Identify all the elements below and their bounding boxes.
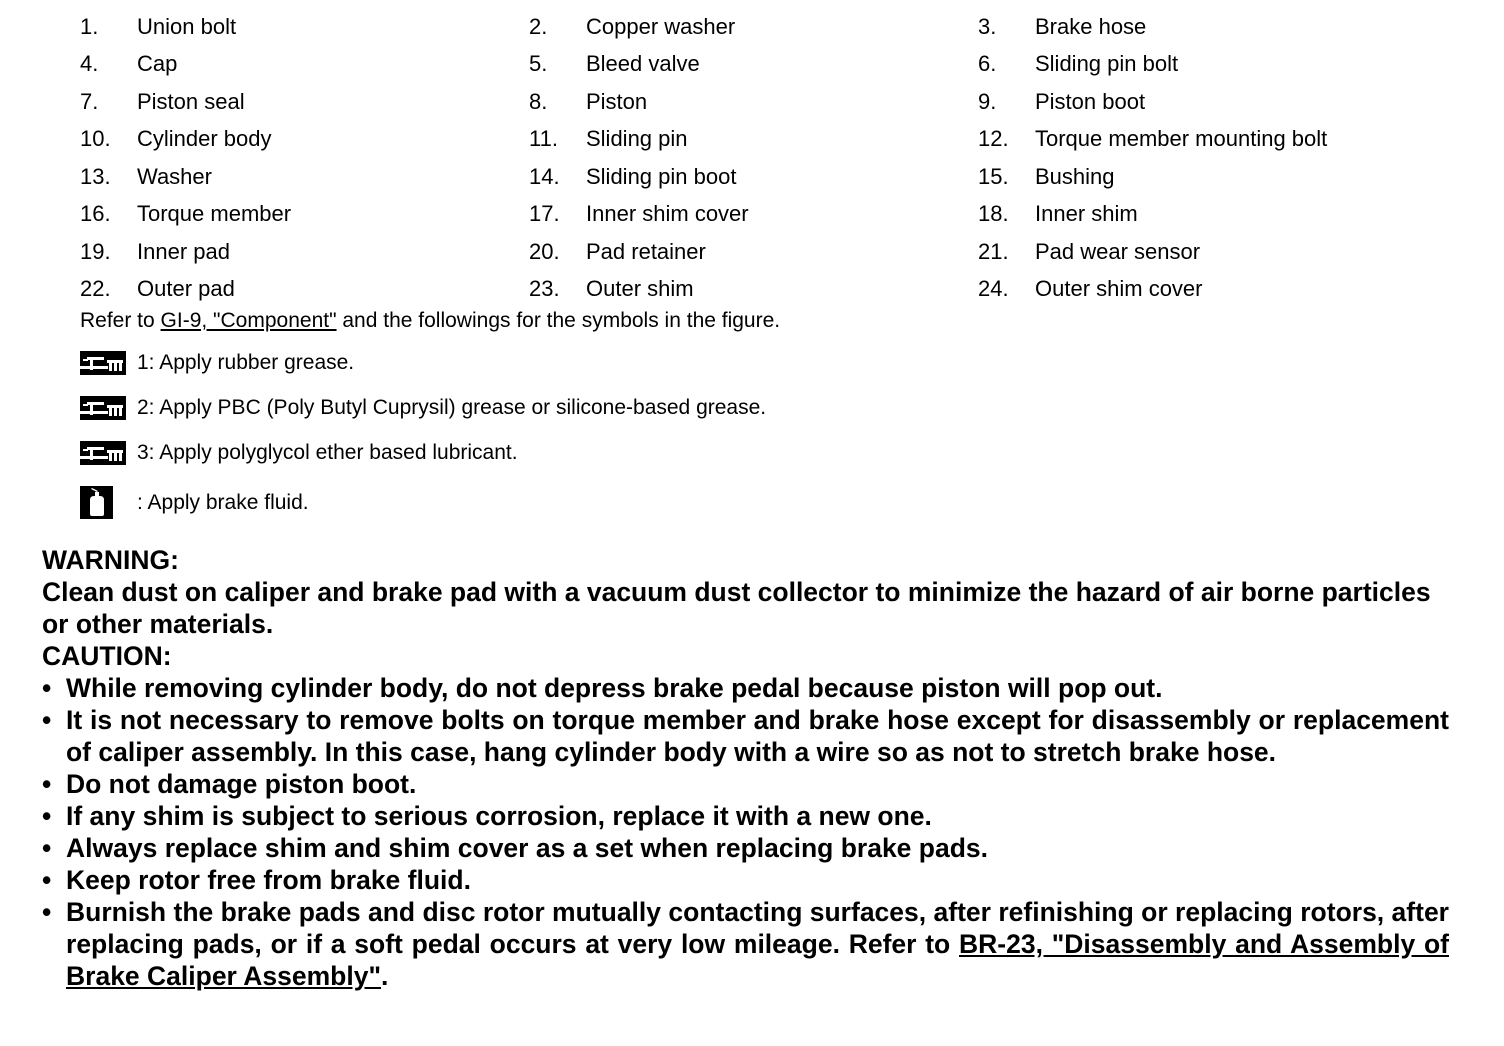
grease-gun-icon bbox=[80, 351, 126, 375]
symbol-row-brake-fluid bbox=[80, 486, 309, 519]
part-number: 24. bbox=[978, 276, 1009, 302]
part-number: 23. bbox=[529, 276, 560, 302]
caution-heading: CAUTION: bbox=[42, 641, 172, 671]
part-number: 17. bbox=[529, 201, 560, 227]
part-item bbox=[529, 276, 978, 302]
part-item bbox=[978, 51, 1438, 77]
caution-item-end: . bbox=[381, 961, 389, 991]
caution-item bbox=[42, 672, 1449, 704]
part-item bbox=[529, 201, 978, 227]
parts-row bbox=[80, 271, 1500, 309]
part-name: Outer shim cover bbox=[1035, 276, 1203, 302]
parts-list bbox=[80, 8, 1500, 308]
part-item bbox=[529, 239, 978, 265]
caution-item bbox=[42, 800, 1449, 832]
part-name: Piston boot bbox=[1035, 88, 1146, 114]
caution-item-text: Always replace shim and shim cover as a set when replacing brake pads. bbox=[66, 833, 989, 863]
part-number: 18. bbox=[978, 201, 1009, 227]
caution-item-text: Do not damage piston boot. bbox=[66, 769, 417, 799]
part-number: 14. bbox=[529, 163, 560, 189]
part-item bbox=[978, 239, 1438, 265]
grease-gun-icon bbox=[80, 396, 126, 420]
caution-item bbox=[42, 864, 1449, 896]
bullet: • bbox=[42, 673, 52, 703]
part-item bbox=[80, 276, 529, 302]
part-name: Torque member mounting bolt bbox=[1035, 126, 1328, 152]
notes-section bbox=[42, 544, 1449, 992]
part-name: Pad wear sensor bbox=[1035, 238, 1201, 264]
part-item bbox=[529, 126, 978, 152]
caution-item-text: It is not necessary to remove bolts on torque member and brake hose except for disassembly or replacement of caliper assembly. In this case, hang cylinder body with a wire so as not to stretch brake hose. bbox=[66, 705, 1449, 767]
part-number: 8. bbox=[529, 88, 548, 114]
symbol-row-rubber-grease bbox=[80, 351, 354, 375]
part-number: 1. bbox=[80, 13, 99, 39]
parts-row bbox=[80, 46, 1500, 84]
part-name: Brake hose bbox=[1035, 13, 1147, 39]
warning-heading: WARNING: bbox=[42, 545, 179, 575]
part-number: 13. bbox=[80, 163, 111, 189]
part-name: Cylinder body bbox=[137, 126, 272, 152]
part-name: Outer pad bbox=[137, 276, 235, 302]
caution-item bbox=[42, 896, 1449, 992]
caution-item-text: Keep rotor free from brake fluid. bbox=[66, 865, 471, 895]
part-name: Sliding pin bolt bbox=[1035, 51, 1179, 77]
part-number: 10. bbox=[80, 126, 111, 152]
refer-note bbox=[80, 309, 780, 333]
bullet: • bbox=[42, 865, 52, 895]
part-name: Torque member bbox=[137, 201, 292, 227]
part-number: 22. bbox=[80, 276, 111, 302]
br-23-caliper-link[interactable]: BR-23, "Disassembly and Assembly of Brake Caliper Assembly" bbox=[66, 929, 1449, 991]
part-item bbox=[80, 164, 529, 190]
part-item bbox=[80, 89, 529, 115]
part-item bbox=[529, 14, 978, 40]
brake-fluid-bottle-icon bbox=[80, 486, 113, 519]
part-name: Outer shim bbox=[586, 276, 694, 302]
part-name: Copper washer bbox=[586, 13, 736, 39]
part-name: Washer bbox=[137, 163, 212, 189]
caution-item-text: Burnish the brake pads and disc rotor mutually contacting surfaces, after refinishing or replacing rotors, after replacing pads, or if a soft pedal occurs at very low mileage. Refer to bbox=[66, 897, 1449, 959]
parts-row bbox=[80, 121, 1500, 159]
caution-item-text: If any shim is subject to serious corrosion, replace it with a new one. bbox=[66, 801, 932, 831]
part-number: 16. bbox=[80, 201, 111, 227]
bullet: • bbox=[42, 833, 52, 863]
gi-9-component-link[interactable]: GI-9, "Component" bbox=[160, 309, 337, 332]
part-item bbox=[80, 14, 529, 40]
part-number: 11. bbox=[529, 126, 558, 152]
part-number: 20. bbox=[529, 238, 560, 264]
part-number: 21. bbox=[978, 238, 1009, 264]
parts-row bbox=[80, 196, 1500, 234]
part-number: 2. bbox=[529, 13, 548, 39]
warning-text: Clean dust on caliper and brake pad with a vacuum dust collector to minimize the hazard of air borne particles or other materials. bbox=[42, 577, 1431, 639]
caution-list bbox=[42, 672, 1449, 992]
part-item bbox=[529, 89, 978, 115]
symbol-row-pbc-grease bbox=[80, 396, 766, 420]
part-item bbox=[529, 164, 978, 190]
part-name: Sliding pin bbox=[586, 126, 688, 152]
bullet: • bbox=[42, 801, 52, 831]
part-name: Bushing bbox=[1035, 163, 1115, 189]
part-item bbox=[80, 51, 529, 77]
part-name: Pad retainer bbox=[586, 238, 706, 264]
part-name: Union bolt bbox=[137, 13, 237, 39]
part-number: 7. bbox=[80, 88, 99, 114]
part-item bbox=[80, 239, 529, 265]
part-name: Piston bbox=[586, 88, 648, 114]
part-number: 19. bbox=[80, 238, 111, 264]
caution-item bbox=[42, 832, 1449, 864]
symbol-text: 3: Apply polyglycol ether based lubricant. bbox=[137, 441, 518, 464]
symbol-text: : Apply brake fluid. bbox=[137, 490, 309, 514]
caution-item bbox=[42, 768, 1449, 800]
part-item bbox=[978, 126, 1438, 152]
part-item bbox=[529, 51, 978, 77]
part-number: 5. bbox=[529, 51, 548, 77]
refer-suffix: and the followings for the symbols in the figure. bbox=[336, 309, 781, 332]
part-item bbox=[80, 201, 529, 227]
caution-item-text: While removing cylinder body, do not depress brake pedal because piston will pop out. bbox=[66, 673, 1163, 703]
part-number: 9. bbox=[978, 88, 997, 114]
part-item bbox=[978, 164, 1438, 190]
parts-row bbox=[80, 83, 1500, 121]
part-number: 4. bbox=[80, 51, 99, 77]
refer-prefix: Refer to bbox=[80, 309, 161, 332]
symbol-row-polyglycol-lubricant bbox=[80, 441, 518, 465]
caution-item bbox=[42, 704, 1449, 768]
part-number: 6. bbox=[978, 51, 997, 77]
part-item bbox=[978, 201, 1438, 227]
parts-row bbox=[80, 158, 1500, 196]
bullet: • bbox=[42, 897, 52, 927]
symbol-text: 1: Apply rubber grease. bbox=[137, 351, 355, 374]
part-name: Cap bbox=[137, 51, 178, 77]
part-name: Sliding pin boot bbox=[586, 163, 737, 189]
part-name: Inner shim bbox=[1035, 201, 1138, 227]
parts-row bbox=[80, 8, 1500, 46]
part-name: Piston seal bbox=[137, 88, 245, 114]
part-item bbox=[978, 89, 1438, 115]
grease-gun-icon bbox=[80, 441, 126, 465]
part-name: Inner shim cover bbox=[586, 201, 749, 227]
bullet: • bbox=[42, 705, 52, 735]
parts-row bbox=[80, 233, 1500, 271]
part-number: 15. bbox=[978, 163, 1009, 189]
part-name: Bleed valve bbox=[586, 51, 700, 77]
part-number: 3. bbox=[978, 13, 997, 39]
part-name: Inner pad bbox=[137, 238, 230, 264]
symbol-text: 2: Apply PBC (Poly Butyl Cuprysil) grease or silicone-based grease. bbox=[137, 396, 767, 419]
part-item bbox=[978, 276, 1438, 302]
bullet: • bbox=[42, 769, 52, 799]
part-item bbox=[978, 14, 1438, 40]
part-number: 12. bbox=[978, 126, 1009, 152]
part-item bbox=[80, 126, 529, 152]
